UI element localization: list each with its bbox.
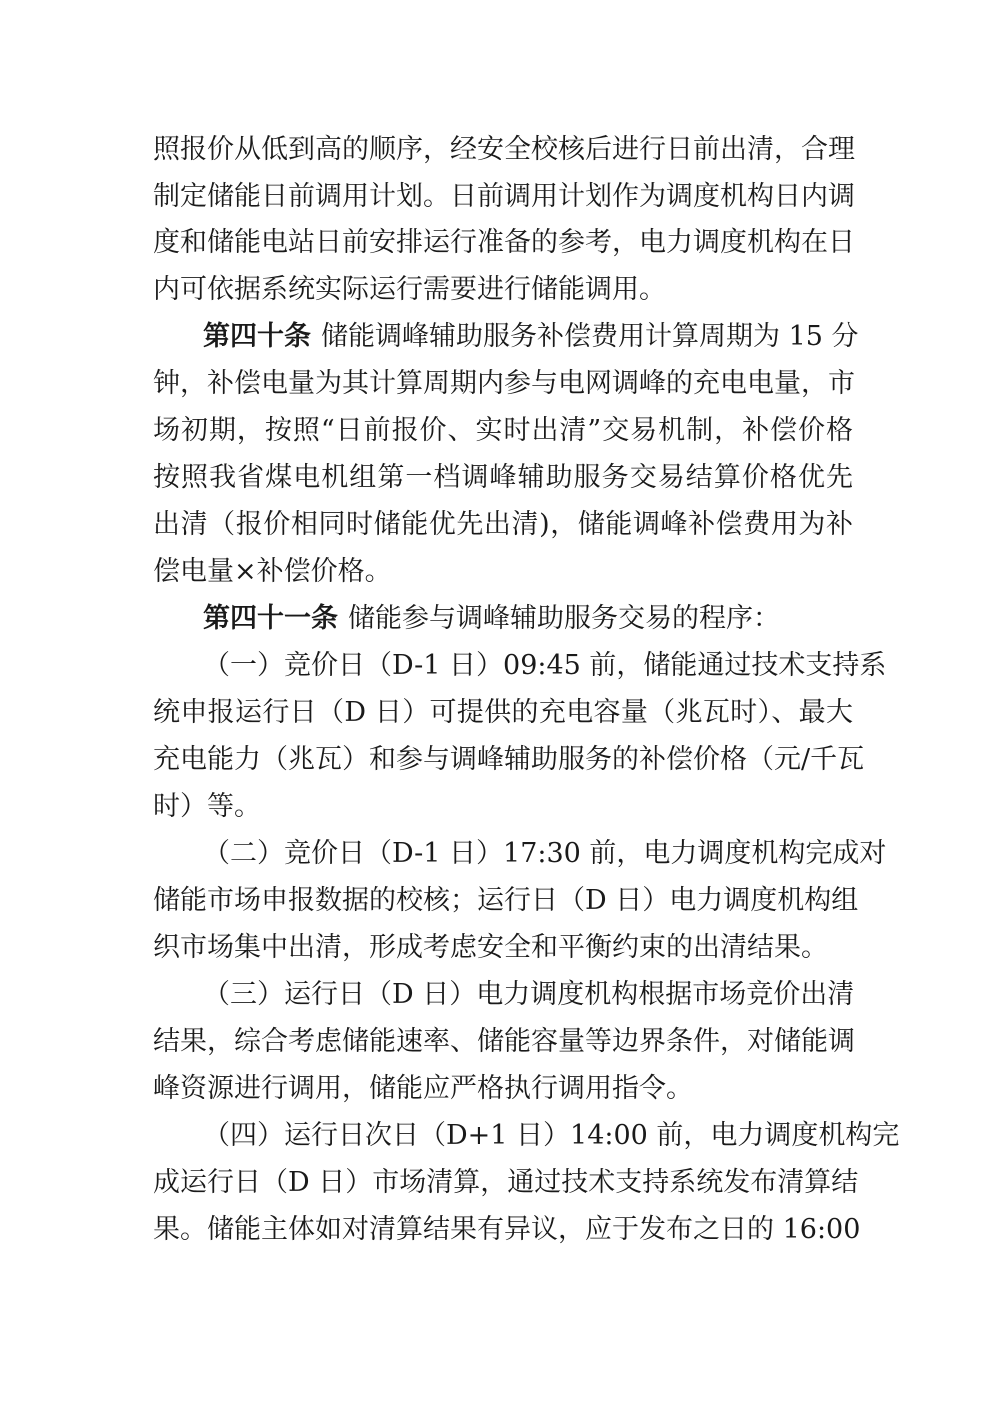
article-40-heading: 第四十条 <box>203 321 311 352</box>
paragraph-line: 出清（报价相同时储能优先出清)，储能调峰补偿费用为补 <box>153 509 853 540</box>
paragraph-line: 充电能力（兆瓦）和参与调峰辅助服务的补偿价格（元/千瓦 <box>153 744 865 775</box>
paragraph-line: 偿电量×补偿价格。 <box>153 556 392 587</box>
paragraph-line: 内可依据系统实际运行需要进行储能调用。 <box>153 274 666 305</box>
paragraph-line: 按照我省煤电机组第一档调峰辅助服务交易结算价格优先 <box>153 462 853 493</box>
paragraph-line: （一）竞价日（D-1 日）09:45 前，储能通过技术支持系 <box>203 650 887 681</box>
paragraph-line: 峰资源进行调用，储能应严格执行调用指令。 <box>153 1073 693 1104</box>
paragraph-line: 照报价从低到高的顺序，经安全校核后进行日前出清，合理 <box>153 134 855 165</box>
paragraph-line: 统申报运行日（D 日）可提供的充电容量（兆瓦时）、最大 <box>153 697 853 728</box>
paragraph-line: 成运行日（D 日）市场清算，通过技术支持系统发布清算结 <box>153 1167 859 1198</box>
paragraph-line: （四）运行日次日（D+1 日）14:00 前，电力调度机构完 <box>203 1120 900 1151</box>
paragraph-line: （三）运行日（D 日）电力调度机构根据市场竞价出清 <box>203 979 855 1010</box>
paragraph-line: 场初期，按照“日前报价、实时出清”交易机制，补偿价格 <box>153 415 853 446</box>
paragraph-line: 时）等。 <box>153 791 261 822</box>
paragraph-line: 制定储能日前调用计划。日前调用计划作为调度机构日内调 <box>153 181 855 212</box>
article-40-line: 第四十条 储能调峰辅助服务补偿费用计算周期为 15 分 <box>203 321 859 352</box>
paragraph-line: 结果，综合考虑储能速率、储能容量等边界条件，对储能调 <box>153 1026 855 1057</box>
paragraph-line: 度和储能电站日前安排运行准备的参考，电力调度机构在日 <box>153 227 855 258</box>
article-41-line: 第四十一条 储能参与调峰辅助服务交易的程序： <box>203 603 780 634</box>
article-41-heading: 第四十一条 <box>203 603 338 634</box>
paragraph-line: 钟，补偿电量为其计算周期内参与电网调峰的充电电量，市 <box>153 368 855 399</box>
paragraph-line: 果。储能主体如对清算结果有异议，应于发布之日的 16:00 <box>153 1214 861 1245</box>
paragraph-line: 储能市场申报数据的校核；运行日（D 日）电力调度机构组 <box>153 885 859 916</box>
paragraph-line: 织市场集中出清，形成考虑安全和平衡约束的出清结果。 <box>153 932 828 963</box>
paragraph-line: （二）竞价日（D-1 日）17:30 前，电力调度机构完成对 <box>203 838 887 869</box>
